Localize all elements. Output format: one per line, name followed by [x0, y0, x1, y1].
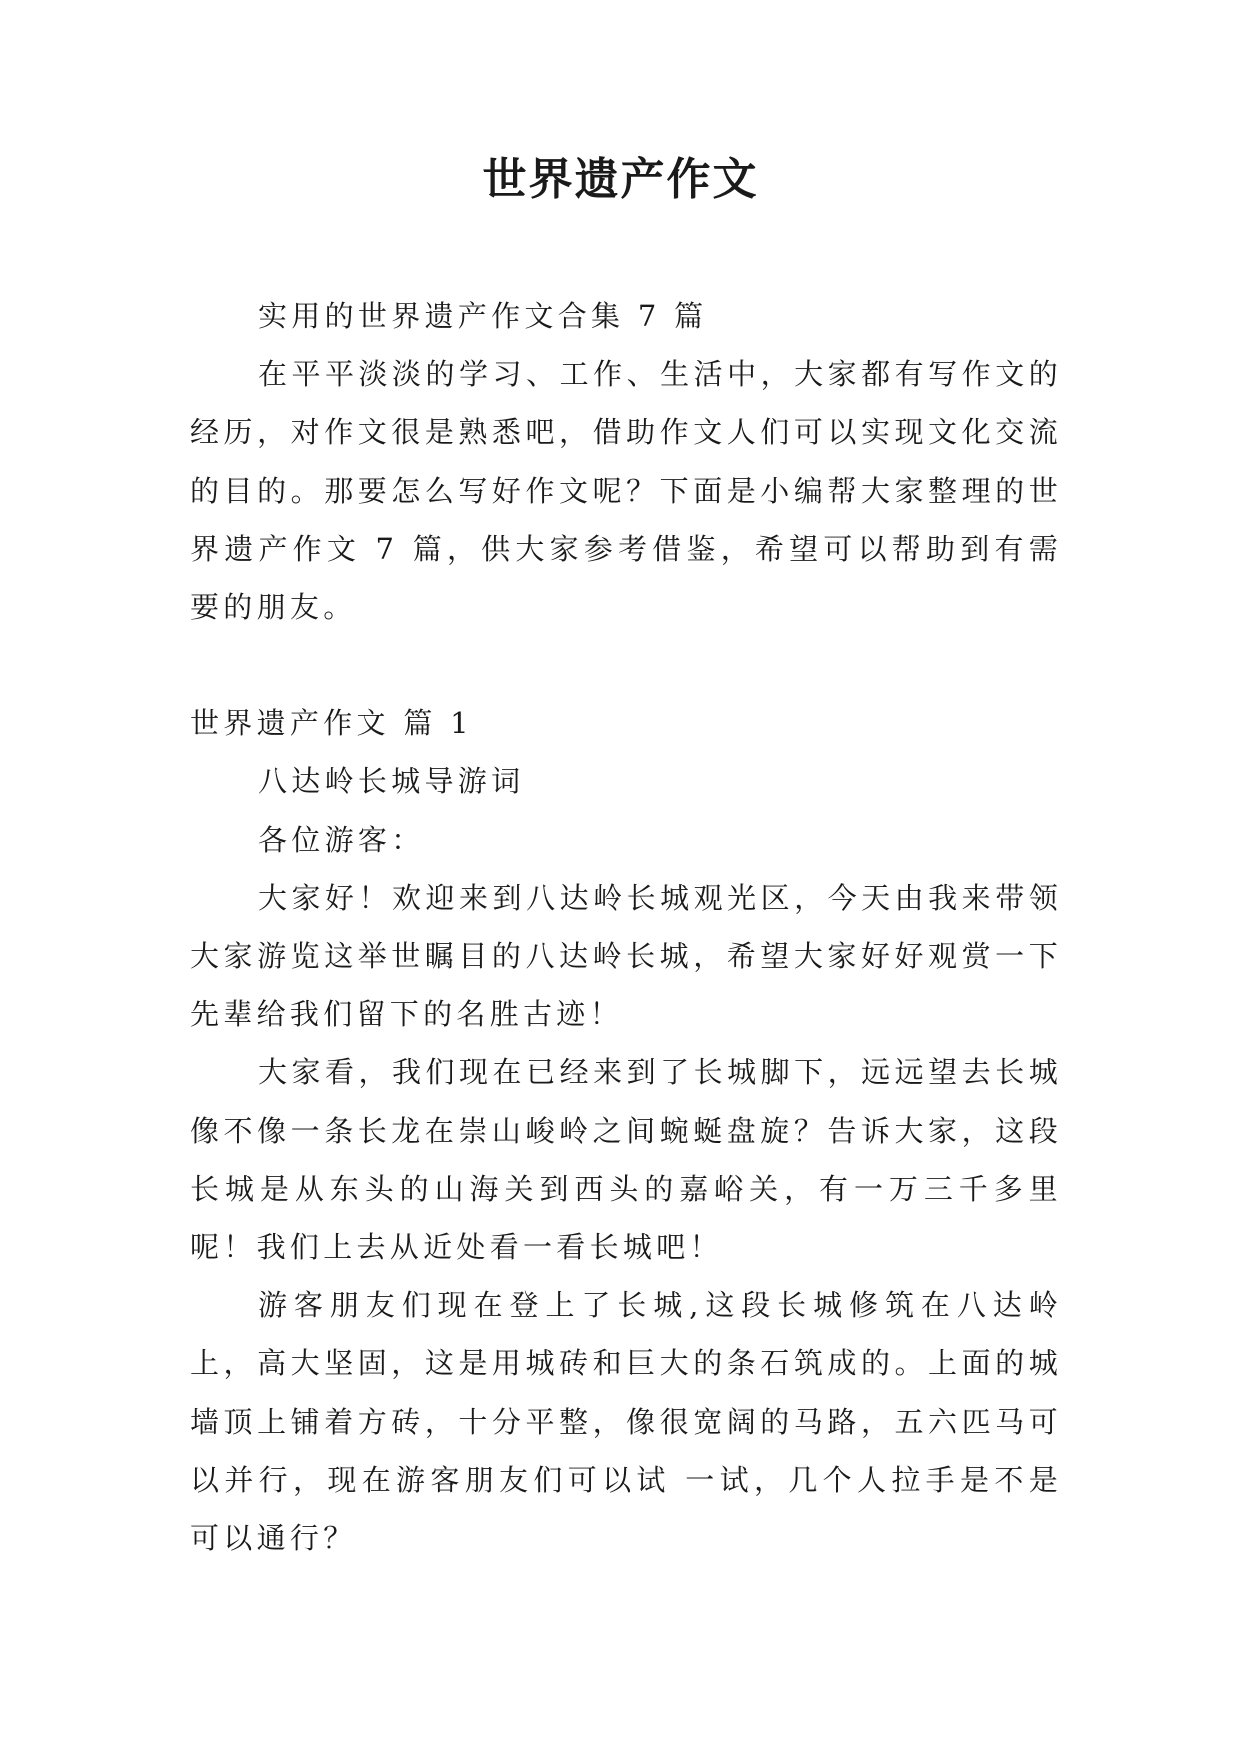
essay-title: 八达岭长城导游词 — [258, 764, 525, 799]
essay-paragraph: 大家看，我们现在已经来到了长城脚下，远远望去长城像不像一条长龙在崇山峻岭之间蜿蜒盘旋？告诉大家，这段长城是从东头的山海关到西头的嘉峪关，有一万三千多里呢！我们上去从近处看一看长城吧！ — [190, 1055, 1062, 1265]
essay-paragraph: 大家好！欢迎来到八达岭长城观光区，今天由我来带领大家游览这举世瞩目的八达岭长城，希望大家好好观赏一下先辈给我们留下的名胜古迹！ — [190, 880, 1062, 1032]
document-body — [190, 287, 1062, 1567]
essay-paragraph: 游客朋友们现在登上了长城,这段长城修筑在八达岭上，高大坚固，这是用城砖和巨大的条石筑成的。上面的城墙顶上铺着方砖，十分平整，像很宽阔的马路，五六匹马可以并行，现在游客朋友们可以试 一试，几个人拉手是不是可以通行？ — [190, 1288, 1062, 1556]
section-heading: 世界遗产作文 篇 1 — [190, 706, 473, 741]
essay-greeting: 各位游客： — [258, 822, 425, 857]
intro-paragraph: 在平平淡淡的学习、工作、生活中，大家都有写作文的经历，对作文很是熟悉吧，借助作文人们可以实现文化交流的目的。那要怎么写好作文呢？下面是小编帮大家整理的世界遗产作文 7 篇，供大家参考借鉴，希望可以帮助到有需要的朋友。 — [190, 357, 1062, 625]
intro-subtitle: 实用的世界遗产作文合集 7 篇 — [258, 299, 708, 333]
section-spacer — [190, 636, 1062, 694]
document-title: 世界遗产作文 — [482, 154, 759, 205]
